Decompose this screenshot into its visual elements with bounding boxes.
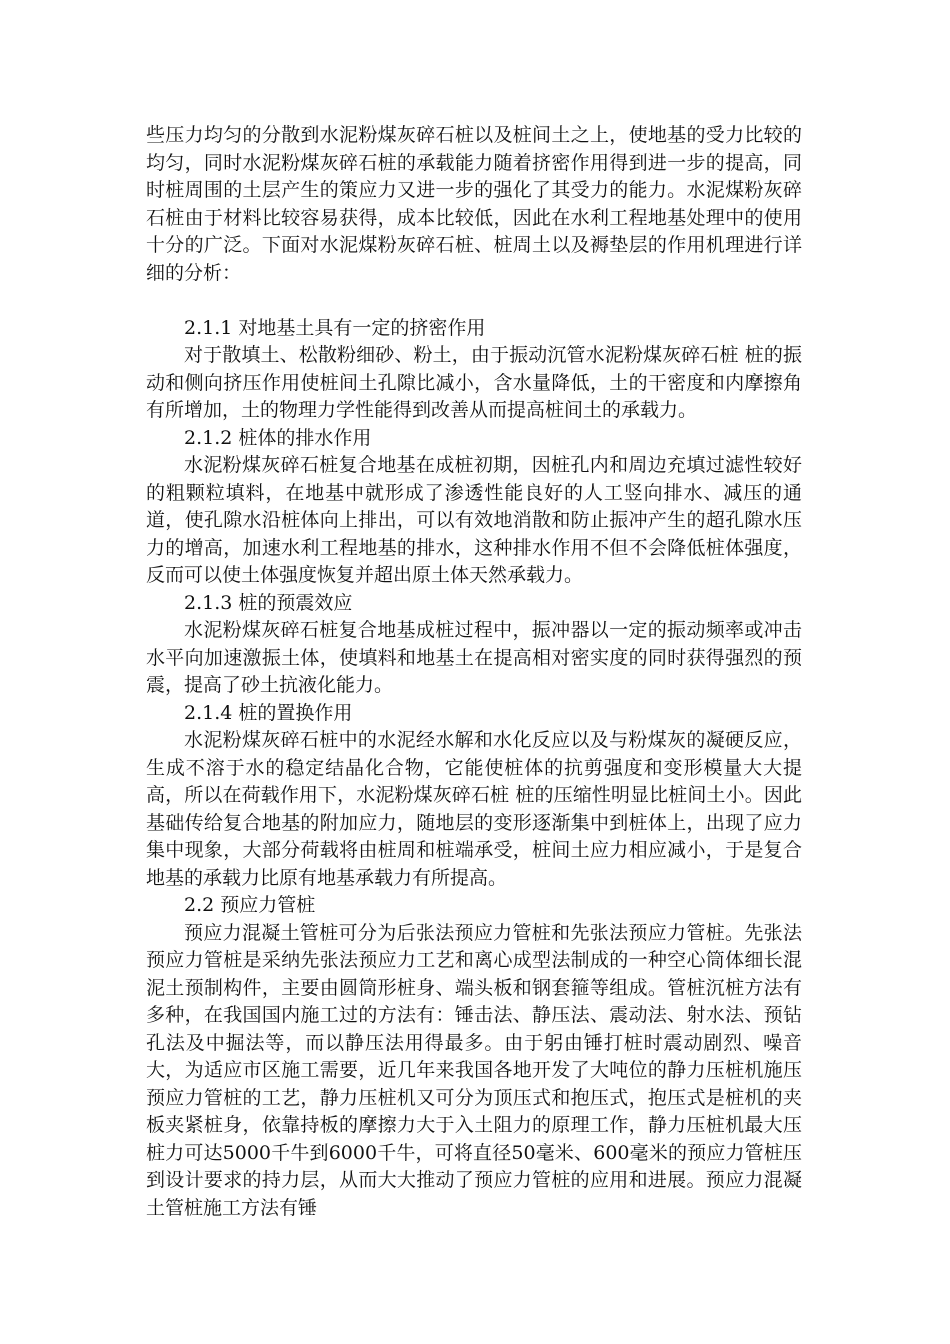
paragraph-replacement: 水泥粉煤灰碎石桩中的水泥经水解和水化反应以及与粉煤灰的凝硬反应，生成不溶于水的稳定结晶化合物，它能使桩体的抗剪强度和变形模量大大提高，所以在荷载作用下，水泥粉煤灰碎石桩 桩的压缩性明显比桩间土小。因此基础传给复合地基的附加应力，随地层的变形逐渐集中到桩体上，出现了应力集中现象，大部分荷载将由桩周和桩端承受，桩间土应力相应减小，于是复合地基的承载力比原有地基承载力有所提高。 xyxy=(146,729,802,889)
paragraph-drainage: 水泥粉煤灰碎石桩复合地基在成桩初期，因桩孔内和周边充填过滤性较好的粗颗粒填料，在地基中就形成了渗透性能良好的人工竖向排水、减压的通道，使孔隙水沿桩体向上排出，可以有效地消散和防止振冲产生的超孔隙水压力的增高，加速水利工程地基的排水，这种排水作用不但不会降低桩体强度，反而可以使土体强度恢复并超出原土体天然承载力。 xyxy=(146,454,802,586)
document-body xyxy=(146,122,802,1222)
section-heading-2-1-1: 2.1.1 对地基土具有一定的挤密作用 xyxy=(184,316,486,339)
section-heading-2-2: 2.2 预应力管桩 xyxy=(184,894,316,916)
section-heading-2-1-2: 2.1.2 桩体的排水作用 xyxy=(184,426,372,449)
paragraph-compaction: 对于散填土、松散粉细砂、粉土，由于振动沉管水泥粉煤灰碎石桩 桩的振动和侧向挤压作用使桩间土孔隙比减小，含水量降低，土的干密度和内摩擦角有所增加，土的物理力学性能得到改善从而提高桩间土的承载力。 xyxy=(146,344,802,421)
paragraph-pre-vibration: 水泥粉煤灰碎石桩复合地基成桩过程中，振冲器以一定的振动频率或冲击水平向加速激振土体，使填料和地基土在提高相对密实度的同时获得强烈的预震，提高了砂土抗液化能力。 xyxy=(146,619,802,696)
section-heading-2-1-4: 2.1.4 桩的置换作用 xyxy=(184,701,353,724)
blank-line xyxy=(146,287,802,315)
paragraph-intro-continued: 些压力均匀的分散到水泥粉煤灰碎石桩以及桩间土之上，使地基的受力比较的均匀，同时水泥粉煤灰碎石桩的承载能力随着挤密作用得到进一步的提高，同时桩周围的土层产生的策应力又进一步的强化了其受力的能力。水泥煤粉灰碎石桩由于材料比较容易获得，成本比较低，因此在水利工程地基处理中的使用十分的广泛。下面对水泥煤粉灰碎石桩、桩周土以及褥垫层的作用机理进行详细的分析： xyxy=(146,124,802,284)
section-heading-2-1-3: 2.1.3 桩的预震效应 xyxy=(184,591,353,614)
paragraph-prestressed-pipe-pile: 预应力混凝土管桩可分为后张法预应力管桩和先张法预应力管桩。先张法预应力管桩是采纳先张法预应力工艺和离心成型法制成的一种空心筒体细长混泥土预制构件，主要由圆筒形桩身、端头板和钢套箍等组成。管桩沉桩方法有多种，在我国国内施工过的方法有：锤击法、静压法、震动法、射水法、预钻孔法及中掘法等，而以静压法用得最多。由于躬由锤打桩时震动剧烈、噪音大，为适应市区施工需要，近几年来我国各地开发了大吨位的静力压桩机施压预应力管桩的工艺，静力压桩机又可分为顶压式和抱压式，抱压式是桩机的夹板夹紧桩身，依靠持板的摩擦力大于入土阻力的原理工作，静力压桩机最大压桩力可达5000千牛到6000千牛，可将直径50毫米、600毫米的预应力管桩压到设计要求的持力层，从而大大推动了预应力管桩的应用和进展。预应力混凝土管桩施工方法有锤 xyxy=(146,921,802,1219)
